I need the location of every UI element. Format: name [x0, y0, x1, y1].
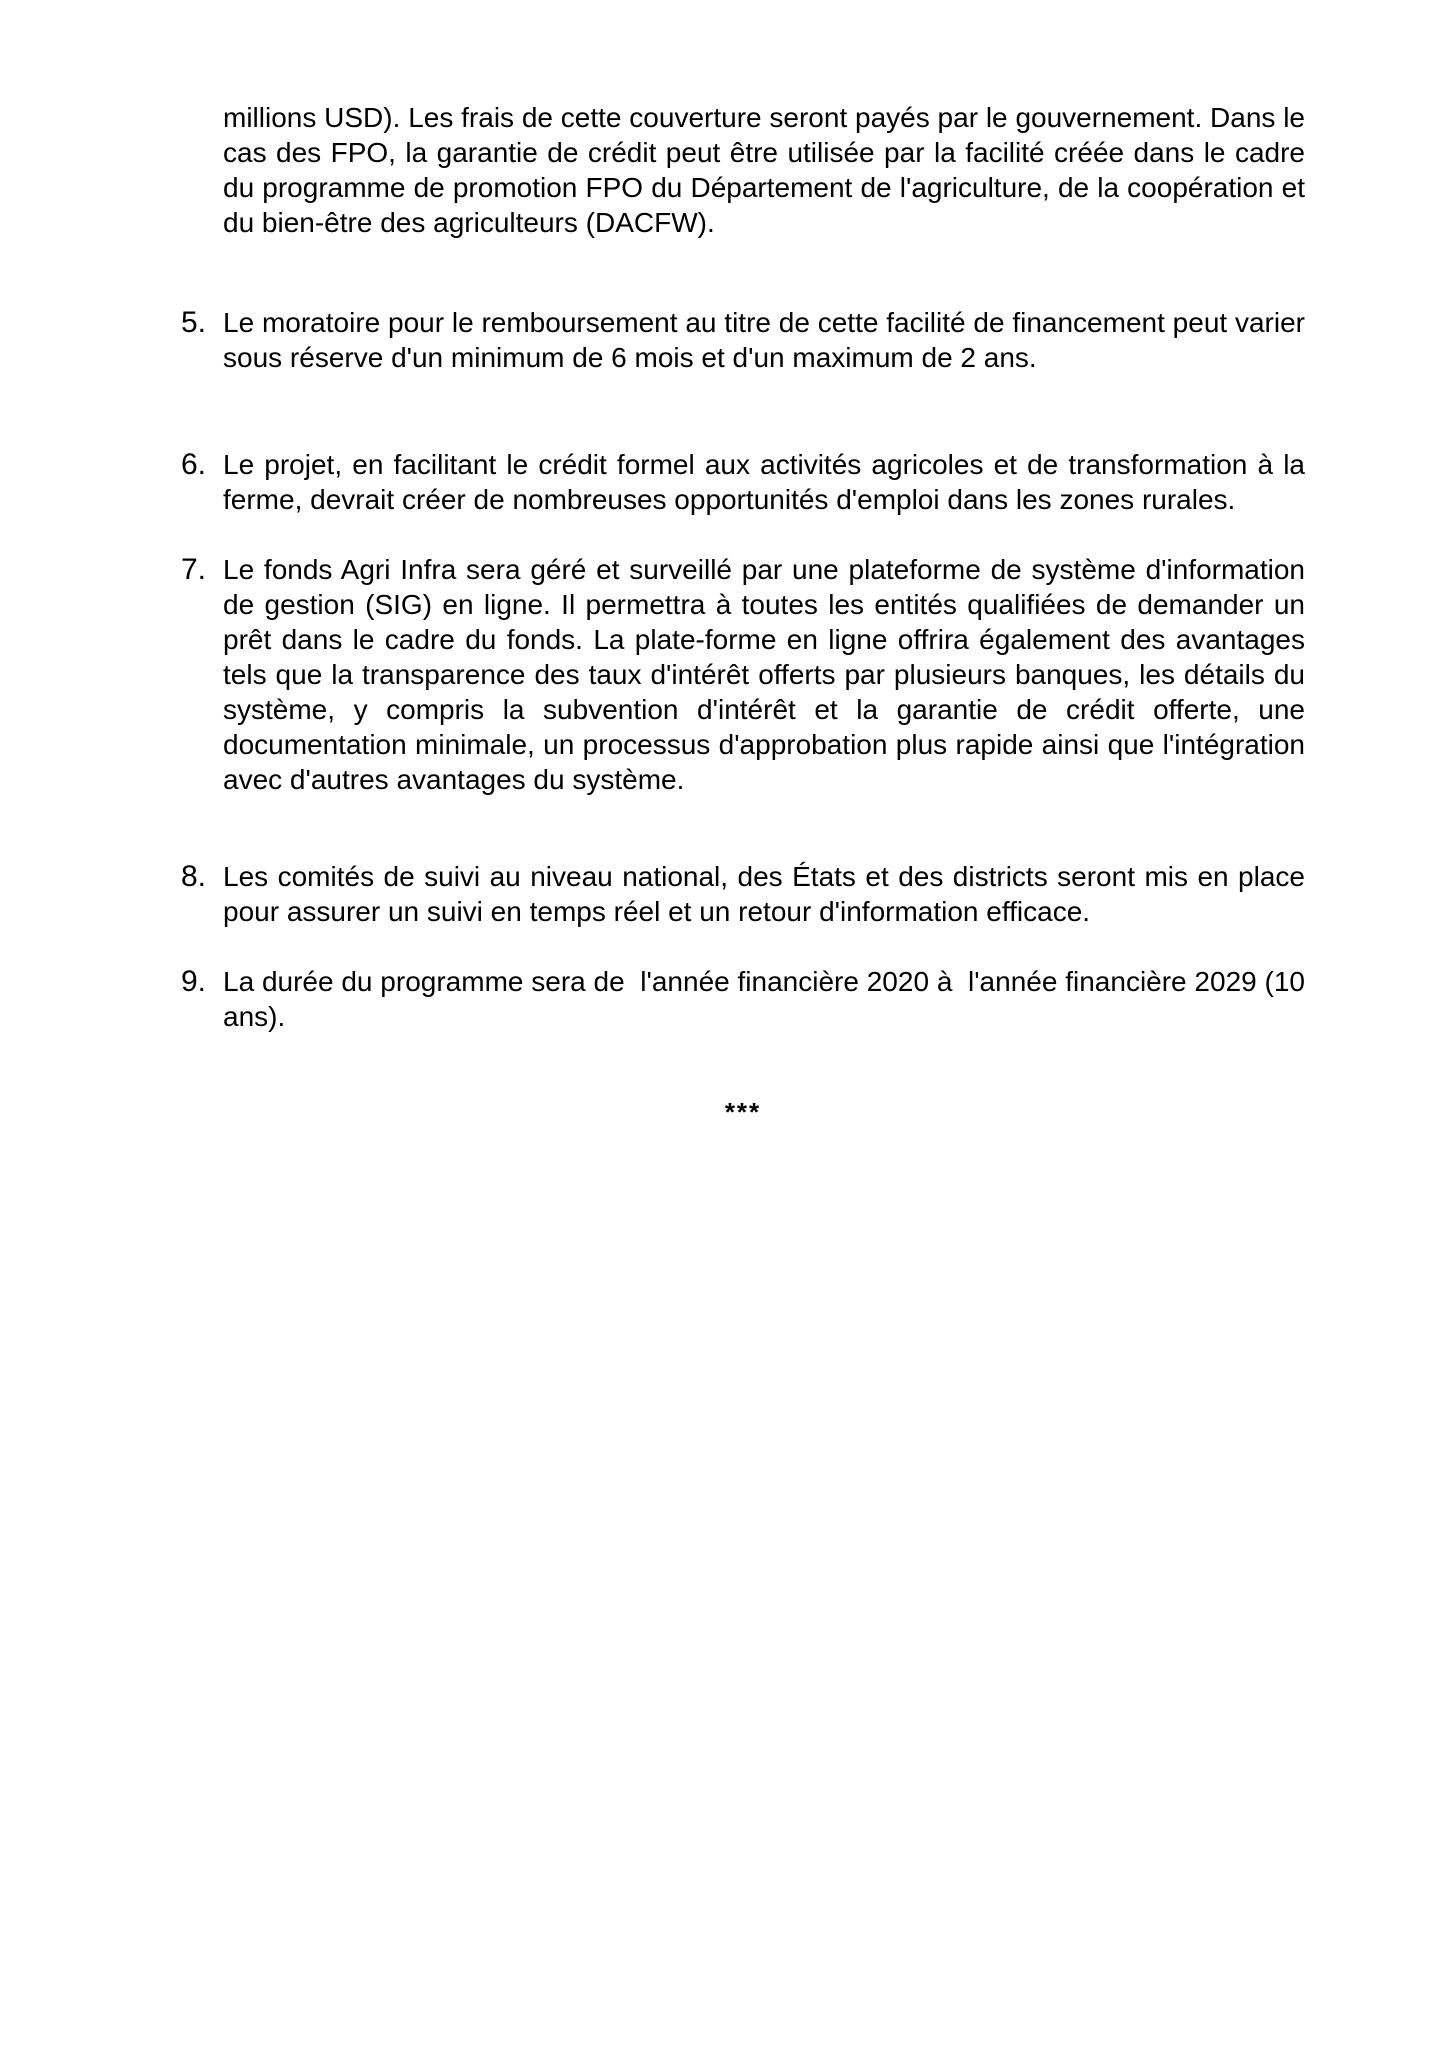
- numbered-list: [181, 305, 1313, 1034]
- item-text: Le projet, en facilitant le crédit formel aux activités agricoles et de transformation à la ferme, devrait créer de nombreuses opportunités d'emploi dans les zones rurales.: [223, 449, 1305, 515]
- list-item-5: [181, 305, 1305, 375]
- list-item-7: [181, 552, 1305, 797]
- item-number: 7.: [181, 553, 207, 586]
- item-number: 6.: [181, 448, 207, 481]
- item-text: Les comités de suivi au niveau national, des États et des districts seront mis en place pour assurer un suivi en temps réel et un retour d'information efficace.: [223, 861, 1305, 927]
- item-text: Le moratoire pour le remboursement au titre de cette facilité de financement peut varier sous réserve d'un minimum de 6 mois et d'un maximum de 2 ans.: [223, 307, 1305, 373]
- page-content: [181, 100, 1313, 1130]
- continuation-paragraph: millions USD). Les frais de cette couverture seront payés par le gouvernement. Dans le cas des FPO, la garantie de crédit peut être utilisée par la facilité créée dans le cadre du programme de promotion FPO du Département de l'agriculture, de la coopération et du bien-être des agriculteurs (DACFW).: [223, 102, 1305, 238]
- list-item-6: [181, 447, 1305, 517]
- list-item-9: [181, 964, 1313, 1034]
- item-number: 8.: [181, 860, 207, 893]
- item-text: Le fonds Agri Infra sera géré et surveillé par une plateforme de système d'information de gestion (SIG) en ligne. Il permettra à toutes les entités qualifiées de demander un prêt dans le cadre du fonds. La plate-forme en ligne offrira également des avantages tels que la transparence des taux d'intérêt offerts par plusieurs banques, les détails du système, y compris la subvention d'intérêt et la garantie de crédit offerte, une documentation minimale, un processus d'approbation plus rapide ainsi que l'intégration avec d'autres avantages du système.: [223, 554, 1305, 795]
- item-text: La durée du programme sera de l'année financière 2020 à l'année financière 2029 (10 ans).: [223, 966, 1313, 1032]
- asterisk-separator: ***: [724, 1097, 762, 1127]
- list-item-8: [181, 859, 1305, 929]
- item-number: 9.: [181, 965, 207, 998]
- item-number: 5.: [181, 306, 207, 339]
